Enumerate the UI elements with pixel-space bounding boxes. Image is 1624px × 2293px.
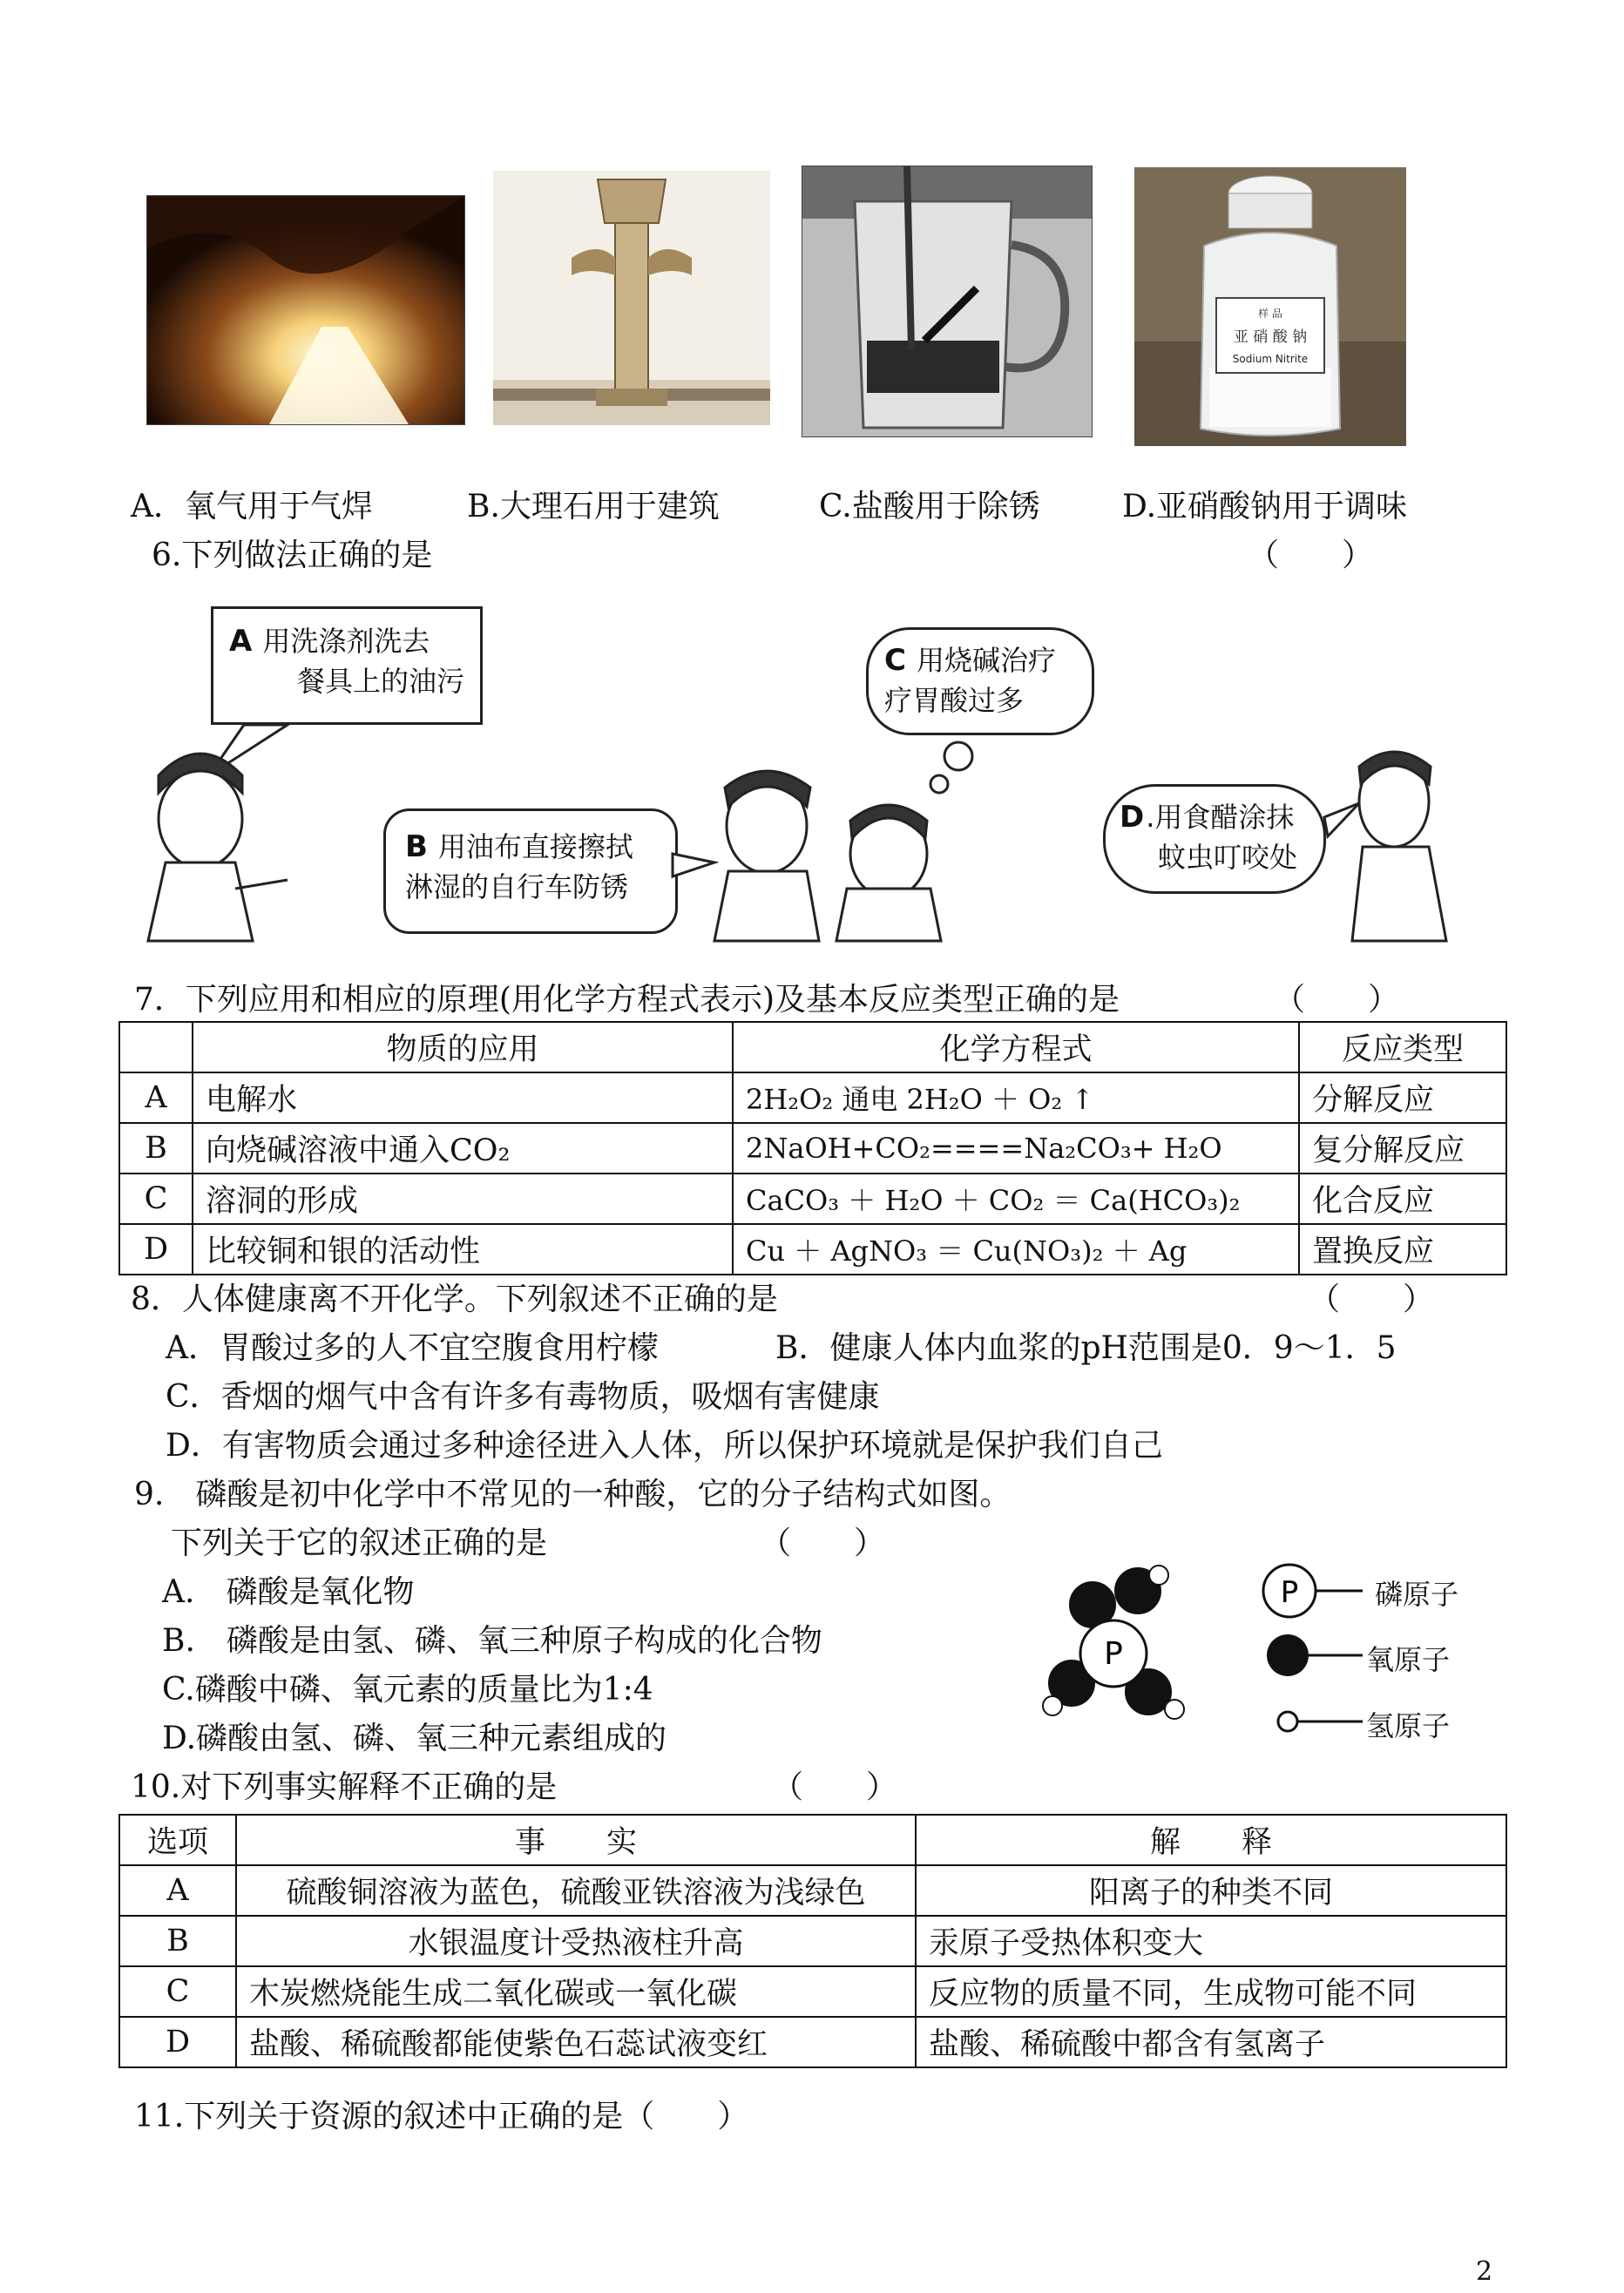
q10-row-c-fact: 木炭燃烧能生成二氧化碳或一氧化碳	[236, 1966, 916, 2017]
q5-option-b: B.大理石用于建筑	[467, 489, 720, 524]
q7-header-row	[119, 1022, 1506, 1072]
q10-row-a-key: A	[119, 1865, 236, 1916]
rust-removal-image	[802, 166, 1092, 436]
table-row	[119, 1224, 1506, 1275]
bubble-c-line2: 疗胃酸过多	[884, 684, 1025, 717]
bubble-d-tail	[1324, 803, 1359, 836]
q7-table	[118, 1021, 1507, 1275]
bubble-b-letter: B	[405, 829, 428, 864]
q7-row-a-eq: 2H₂O₂ 通电 2H₂O ＋ O₂ ↑	[733, 1072, 1299, 1123]
q8-option-d: D．有害物质会通过多种途径进入人体，所以保护环境就是保护我们自己	[166, 1428, 1163, 1464]
jar-label-line1: 样 品	[1258, 308, 1282, 320]
table-row	[119, 1072, 1506, 1123]
boy-c-figure	[836, 805, 941, 941]
bubble-d-letter: D	[1120, 800, 1145, 835]
q6-answer-paren: （ ）	[1248, 538, 1374, 573]
bubble-c-letter: C	[884, 643, 906, 678]
q9-question: 9. 磷酸是初中化学中不常见的一种酸，它的分子结构式如图。	[134, 1477, 1012, 1512]
jar-label-line2: 亚 硝 酸 钠	[1233, 328, 1308, 346]
q8-option-a: A．胃酸过多的人不宜空腹食用柠檬	[166, 1330, 659, 1366]
q7-row-d-use: 比较铜和银的活动性	[193, 1224, 733, 1275]
q8-question: 8．人体健康离不开化学。下列叙述不正确的是	[131, 1282, 778, 1317]
q10-answer-paren: （ ）	[772, 1769, 898, 1805]
q7-row-d-type: 置换反应	[1299, 1224, 1506, 1275]
q10-row-c-key: C	[119, 1966, 236, 2017]
legend-hydrogen-label: 氢原子	[1366, 1709, 1451, 1742]
q10-row-c-why: 反应物的质量不同，生成物可能不同	[916, 1966, 1506, 2017]
bubble-a-line2: 餐具上的油污	[297, 665, 465, 698]
q7-row-a-key: A	[119, 1072, 193, 1123]
q10-row-b-why: 汞原子受热体积变大	[916, 1916, 1506, 1966]
q10-header-why: 解 释	[916, 1815, 1506, 1865]
q6-question: 6.下列做法正确的是	[152, 538, 433, 573]
q7-question: 7．下列应用和相应的原理(用化学方程式表示)及基本反应类型正确的是	[134, 982, 1120, 1018]
hydrogen-atom	[1043, 1696, 1062, 1715]
q11-question: 11.下列关于资源的叙述中正确的是（ ）	[134, 2099, 749, 2134]
q8-answer-paren: （ ）	[1309, 1282, 1435, 1317]
q10-row-a-why: 阳离子的种类不同	[916, 1865, 1506, 1916]
q7-header-eq: 化学方程式	[733, 1022, 1299, 1072]
legend-phosphorus-label: 磷原子	[1375, 1578, 1459, 1611]
q7-row-d-eq: Cu ＋ AgNO₃ ＝ Cu(NO₃)₂ ＋ Ag	[733, 1224, 1299, 1275]
q10-row-d-fact: 盐酸、稀硫酸都能使紫色石蕊试液变红	[236, 2017, 916, 2067]
q10-row-b-key: B	[119, 1916, 236, 1966]
q9-option-a: A. 磷酸是氧化物	[162, 1574, 415, 1610]
q9-answer-paren: （ ）	[760, 1525, 886, 1561]
bubble-b-line1: 用油布直接擦拭	[437, 830, 633, 863]
table-row	[119, 1123, 1506, 1174]
q7-header-type: 反应类型	[1299, 1022, 1506, 1072]
phosphorus-atom-label: P	[1104, 1636, 1123, 1672]
q7-row-b-type: 复分解反应	[1299, 1123, 1506, 1174]
q10-header-fact: 事 实	[236, 1815, 916, 1865]
bubble-a-letter: A	[229, 624, 253, 659]
q9-option-c: C.磷酸中磷、氧元素的质量比为1:4	[162, 1672, 653, 1708]
table-row	[119, 1865, 1506, 1916]
table-row	[119, 1966, 1506, 2017]
q10-question: 10.对下列事实解释不正确的是	[131, 1769, 558, 1805]
q10-row-d-why: 盐酸、稀硫酸中都含有氢离子	[916, 2017, 1506, 2067]
legend-oxygen-icon	[1267, 1634, 1309, 1676]
bubble-d-line1: .用食醋涂抹	[1146, 801, 1295, 834]
q7-row-c-eq: CaCO₃ ＋ H₂O ＋ CO₂ ＝ Ca(HCO₃)₂	[733, 1174, 1299, 1224]
bubble-c-line1: 用烧碱治疗	[916, 644, 1056, 677]
photo-rust-removal	[802, 166, 1093, 437]
bubble-c-thought-dot-small	[930, 775, 948, 793]
photo-marble-column	[493, 171, 770, 425]
hydrogen-atom	[1165, 1700, 1184, 1719]
q8-option-b: B．健康人体内血浆的pH范围是0．9～1．5	[775, 1330, 1397, 1366]
q10-row-d-key: D	[119, 2017, 236, 2067]
q7-header-use: 物质的应用	[193, 1022, 733, 1072]
q9-option-d: D.磷酸由氢、磷、氧三种元素组成的	[162, 1721, 667, 1756]
q6-cartoon-figures	[139, 601, 1499, 950]
q7-row-b-key: B	[119, 1123, 193, 1174]
q7-header-key	[119, 1022, 193, 1072]
q7-row-b-use: 向烧碱溶液中通入CO₂	[193, 1123, 733, 1174]
page-number: 2	[1476, 2256, 1493, 2287]
bubble-a-line1: 用洗涤剂洗去	[262, 625, 430, 658]
q7-row-c-use: 溶洞的形成	[193, 1174, 733, 1224]
bubble-c-thought-dot	[944, 742, 972, 770]
legend-hydrogen-icon	[1278, 1712, 1297, 1731]
q9-option-b: B. 磷酸是由氢、磷、氧三种原子构成的化合物	[162, 1623, 822, 1659]
legend-phosphorus-symbol: P	[1280, 1575, 1299, 1610]
q7-row-c-type: 化合反应	[1299, 1174, 1506, 1224]
bubble-b-line2: 淋湿的自行车防锈	[405, 870, 629, 903]
q7-answer-paren: （ ）	[1274, 982, 1400, 1018]
q8-option-c: C．香烟的烟气中含有许多有毒物质，吸烟有害健康	[166, 1379, 880, 1415]
q5-option-a: A．氧气用于气焊	[131, 489, 373, 524]
q7-row-a-type: 分解反应	[1299, 1072, 1506, 1123]
q7-row-b-eq: 2NaOH+CO₂====Na₂CO₃+ H₂O	[733, 1123, 1299, 1174]
q9-subquestion: 下列关于它的叙述正确的是	[171, 1525, 548, 1561]
q7-row-a-use: 电解水	[193, 1072, 733, 1123]
q10-header-row	[119, 1815, 1506, 1865]
phosphoric-acid-molecule	[1019, 1559, 1228, 1742]
bubble-b-tail	[673, 854, 714, 876]
q5-option-d: D.亚硝酸钠用于调味	[1122, 489, 1408, 524]
photo-gas-welding	[146, 195, 465, 425]
photo-sodium-nitrite-jar	[1134, 167, 1406, 446]
marble-column-image	[493, 171, 770, 425]
q10-header-key: 选项	[119, 1815, 236, 1865]
q10-table	[118, 1814, 1507, 2068]
q5-option-c: C.盐酸用于除锈	[819, 489, 1040, 524]
q7-row-c-key: C	[119, 1174, 193, 1224]
table-row	[119, 2017, 1506, 2067]
hydrogen-atom	[1149, 1566, 1168, 1585]
q7-row-d-key: D	[119, 1224, 193, 1275]
q10-row-a-fact: 硫酸铜溶液为蓝色，硫酸亚铁溶液为浅绿色	[236, 1865, 916, 1916]
legend-oxygen-label: 氧原子	[1366, 1643, 1451, 1676]
sodium-nitrite-jar-image	[1134, 167, 1406, 446]
table-row	[119, 1916, 1506, 1966]
jar-label-line3: Sodium Nitrite	[1232, 353, 1309, 365]
boy-b-figure	[714, 771, 819, 941]
boy-d-figure	[1352, 752, 1446, 941]
q10-row-b-fact: 水银温度计受热液柱升高	[236, 1916, 916, 1966]
girl-figure	[148, 754, 288, 941]
gas-welding-image	[147, 196, 464, 424]
table-row	[119, 1174, 1506, 1224]
bubble-d-line2: 蚊虫叮咬处	[1158, 841, 1298, 874]
